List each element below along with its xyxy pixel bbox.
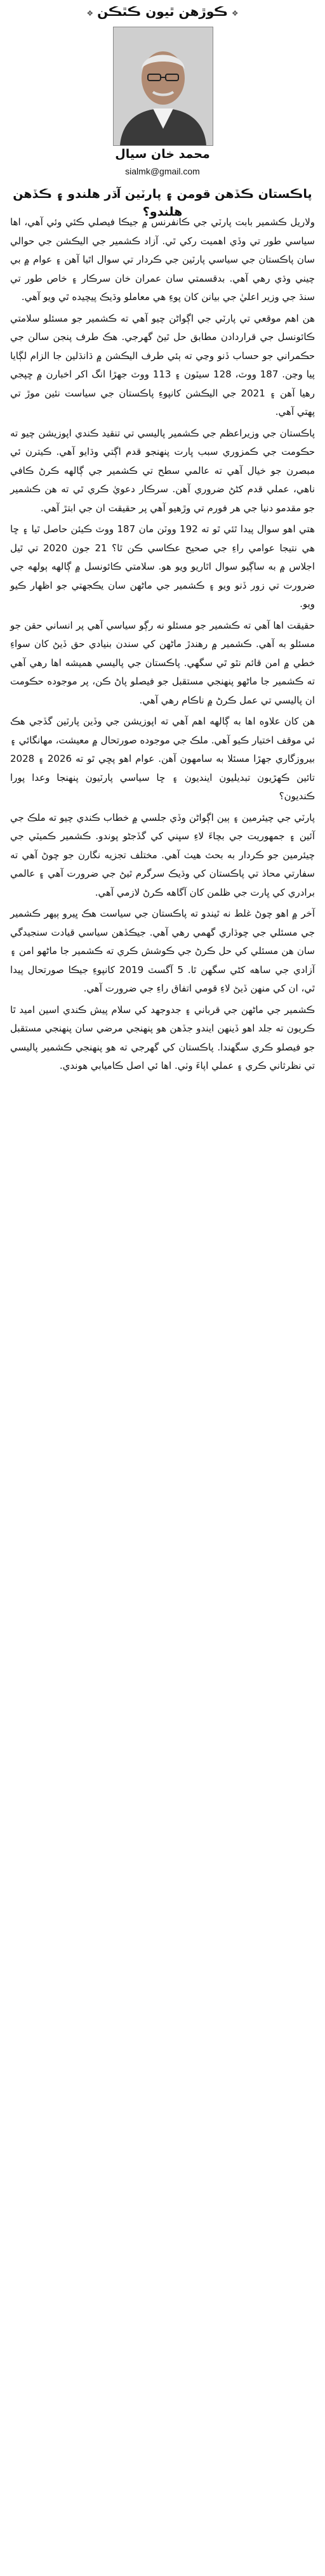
body-paragraph: پارٽي جي چيئرمين ۽ ٻين اڳواڻن وڏي جلسي ۾ خطاب ڪندي چيو ته ملڪ جي آئين ۽ جمهوريت جي بچاءَ لاءِ سڀني کي گڏجڻو پوندو. ڪشمير ڪميٽي جي چيئرمين جو ڪردار به بحث هيٺ آهي. مختلف تجزيه نگارن جو چوڻ آهي ته سفارتي محاذ تي پاڪستان کي وڌيڪ سرگرم ٿيڻ جي ضرورت آهي ۽ عالمي برادري کي ڀارت جي ظلمن کان آگاهه ڪرڻ لازمي آهي.	[10, 811, 315, 898]
body-paragraph: هن اهم موقعي تي پارٽي جي اڳواڻن چيو آهي ته ڪشمير جو مسئلو سلامتي ڪائونسل جي قراردادن مطابق حل ٿيڻ گهرجي. هڪ طرف پنجن سالن جي حڪمراني جو حساب ڏنو وڃي ته ٻئي طرف اليڪشن ۾ ڌانڌلين جا الزام لڳايا پيا وڃن. 187 ووٽ، 128 سيٽون ۽ 113 ووٽ جهڙا انگ اکر اخبارن ۾ ڇپجي رهيا آهن ۽ 2021 جي اليڪشن کانپوءِ پاڪستان جي سياست نئين موڙ تي پهتي آهي.	[10, 312, 315, 417]
author-photo	[113, 27, 213, 146]
ornament-icon: ❖	[86, 9, 94, 18]
body-paragraph: هن کان علاوه اها به ڳالهه اهم آهي ته اپوزيشن جي وڏين پارٽين گڏجي هڪ ئي موقف اختيار ڪيو آهي. ملڪ جي موجوده صورتحال ۾ معيشت، مهانگائي ۽ بيروزگاري جهڙا مسئلا به سامهون آهن. عوام اهو پڇي ٿو ته 2026 ۽ 2028 تائين ڪهڙيون تبديليون اينديون ۽ ڇا سياسي پارٽيون پنهنجا وعدا پورا ڪنديون؟	[10, 716, 315, 802]
body-paragraph: هتي اهو سوال پيدا ٿئي ٿو ته 192 ووٽن مان 187 ووٽ ڪيئن حاصل ٿيا ۽ ڇا هي نتيجا عوامي راءِ جي صحيح عڪاسي ڪن ٿا؟ 21 جون 2020 تي ٿيل اجلاس ۾ به ساڳيو سوال اٿاريو ويو هو. سلامتي ڪائونسل ۾ ڳالهه ٻولهه جي ضرورت تي زور ڏنو ويو ۽ ڪشمير جي ماڻهن سان يڪجهتي جو اظهار ڪيو ويو.	[10, 523, 315, 610]
author-portrait-icon	[114, 27, 213, 145]
body-paragraph: آخر ۾ اهو چوڻ غلط نه ٿيندو ته پاڪستان جي سياست هڪ ڀيرو ٻيهر ڪشمير جي مسئلي جي چوڌاري گهمي رهي آهي. جيڪڏهن سياسي قيادت سنجيدگي سان هن مسئلي کي حل ڪرڻ جي ڪوشش ڪري ته ڪشمير جا ماڻهو امن ۽ آزادي جي ساهه کڻي سگهن ٿا. 5 آگسٽ 2019 کانپوءِ جيڪا صورتحال پيدا ٿي، ان کي منهن ڏيڻ لاءِ قومي اتفاق راءِ جي ضرورت آهي.	[10, 908, 315, 994]
article-body	[10, 213, 315, 1078]
body-paragraph: ولاريل ڪشمير بابت پارٽي جي ڪانفرنس ۾ جيڪا فيصلي ڪئي وئي آهي، اها سياسي طور تي وڏي اهميت رکي ٿي. آزاد ڪشمير جي اليڪشن جي حوالي سان پاڪستان جي سياسي پارٽين جي ڪردار تي سوال اٿيا آهن ۽ عوام ۾ بي چيني وڌي رهي آهي. بدقسمتي سان عمران خان سرڪار ۽ خاص طور تي سنڌ جي وزير اعليٰ جي بيانن کان پوءِ هي معاملو وڌيڪ پيچيده ٿي ويو آهي.	[10, 216, 315, 303]
ornament-icon: ❖	[231, 9, 239, 18]
author-name: محمد خان سيال	[115, 147, 210, 161]
body-paragraph: ڪشمير جي ماڻهن جي قرباني ۽ جدوجهد کي سلام پيش ڪندي اسين اميد ٿا ڪريون ته جلد اهو ڏينهن ايندو جڏهن هو پنهنجي مرضي سان پنهنجي مستقبل جو فيصلو ڪري سگهندا. پاڪستان کي گهرجي ته هو پنهنجي ڪشمير پاليسي تي نظرثاني ڪري ۽ عملي اپاءَ وٺي. اها ئي اصل ڪاميابي هوندي.	[10, 1004, 315, 1071]
author-email: sialmk@gmail.com	[125, 166, 200, 176]
column-title-text: ڪوڙهن ٿيون ڪٿڪن	[97, 4, 228, 19]
body-paragraph: پاڪستان جي وزيراعظم جي ڪشمير پاليسي تي تنقيد ڪندي اپوزيشن چيو ته حڪومت جي ڪمزوري سبب ڀارت پنهنجو قدم اڳتي وڌايو آهي. ڪيترن ئي مبصرن جو خيال آهي ته عالمي سطح تي ڪشمير جي ڳالهه ڪرڻ ڪافي ناهي، عملي قدم کڻڻ ضروري آهن. سرڪار دعويٰ ڪري ٿي ته هن ڪشمير جو مقدمو دنيا جي هر فورم تي وڙهيو آهي پر حقيقت ان جي ابتڙ آهي.	[10, 427, 315, 514]
column-title	[0, 4, 325, 19]
article-headline: پاڪستان ڪڏهن قومن ۽ پارٽين آڌر هلندو ۽ ڪڏهن هلندو؟	[13, 187, 312, 219]
body-paragraph: حقيقت اها آهي ته ڪشمير جو مسئلو نه رڳو سياسي آهي پر انساني حقن جو مسئلو به آهي. ڪشمير ۾ رهندڙ ماڻهن کي سندن بنيادي حق ڏيڻ کان سواءِ خطي ۾ امن قائم نٿو ٿي سگهي. پاڪستان جي پاليسي هميشه اها رهي آهي ته ڪشمير جا ماڻهو پنهنجي مستقبل جو فيصلو پاڻ ڪن، پر موجوده حڪومت ان پاليسي تي عمل ڪرڻ ۾ ناڪام رهي آهي.	[10, 619, 315, 706]
